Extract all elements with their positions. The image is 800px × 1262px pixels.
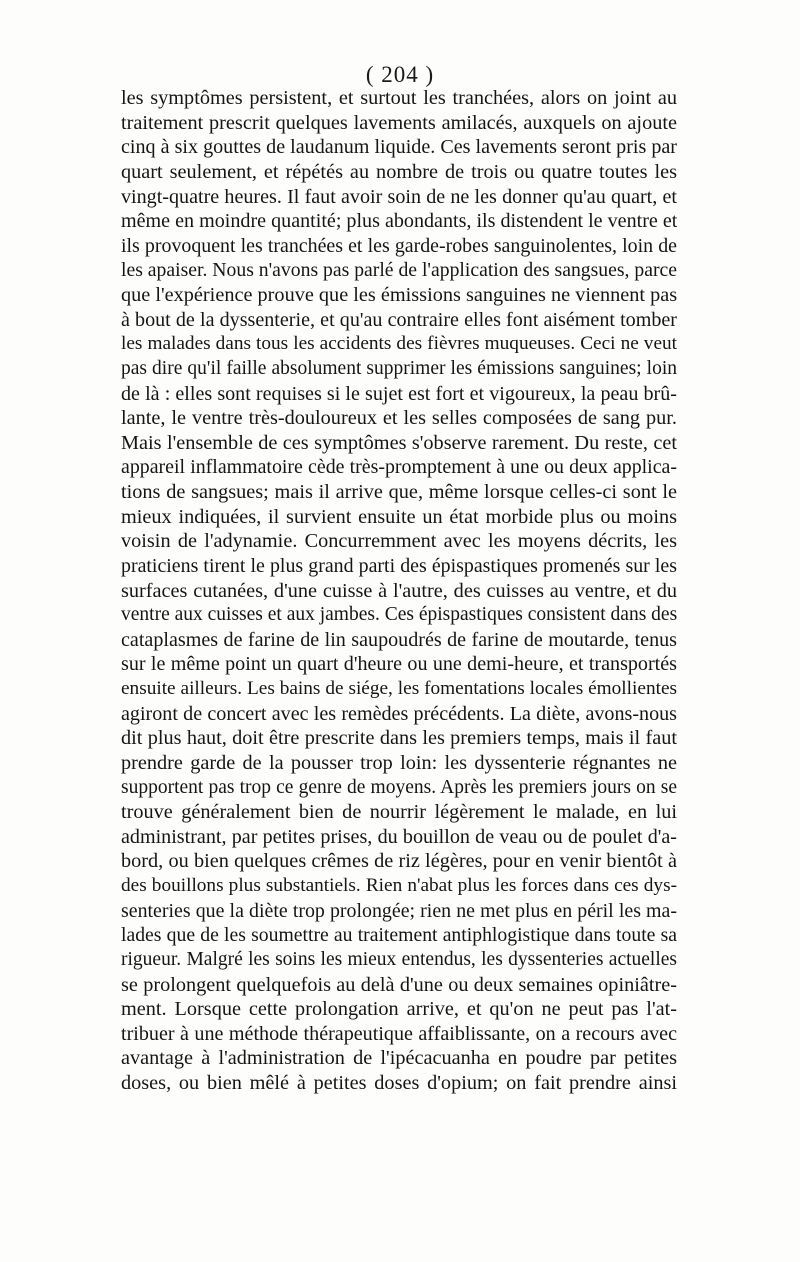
text-line: supportent pas trop ce genre de moyens. Après les premiers jours on se [121,776,677,798]
text-line: voisin de l'adynamie. Concurremment avec les moyens décrits, les [121,530,677,553]
text-line: à bout de la dyssenterie, et qu'au contraire elles font aisément tomber [121,308,677,331]
text-line: senteries que la diète trop prolongée; rien ne met plus en péril les ma- [121,899,677,922]
text-line: mieux indiquées, il survient ensuite un état morbide plus ou moins [121,505,677,528]
text-line: ventre aux cuisses et aux jambes. Ces épispastiques consistent dans des [121,604,677,626]
text-line: quart seulement, et répétés au nombre de trois ou quatre toutes les [121,160,677,183]
text-line: bord, ou bien quelques crêmes de riz légères, pour en venir bientôt à [121,850,677,873]
text-line: trouve généralement bien de nourrir légèrement le malade, en lui [121,801,677,824]
text-line: tribuer à une méthode thérapeutique affaiblissante, on a recours avec [121,1022,677,1045]
text-line: de là : elles sont requises si le sujet est fort et vigoureux, la peau brû- [121,382,677,405]
text-line: traitement prescrit quelques lavements amilacés, auxquels on ajoute [121,111,677,134]
text-line: appareil inflammatoire cède très-promptement à une ou deux applica- [121,456,677,479]
text-line: même en moindre quantité; plus abondants, ils distendent le ventre et [121,210,677,233]
text-line: Mais l'ensemble de ces symptômes s'observe rarement. Du reste, cet [121,431,677,454]
text-line: prendre garde de la pousser trop loin: les dyssenterie régnantes ne [121,751,677,774]
text-line: les symptômes persistent, et surtout les tranchées, alors on joint au [121,87,677,109]
text-line: surfaces cutanées, d'une cuisse à l'autre, des cuisses au ventre, et du [121,579,677,602]
text-line: administrant, par petites prises, du bouillon de veau ou de poulet d'a- [121,825,677,848]
text-line: que l'expérience prouve que les émissions sanguines ne viennent pas [121,284,677,306]
text-line: ment. Lorsque cette prolongation arrive, et qu'on ne peut pas l'at- [121,998,677,1021]
text-line: les apaiser. Nous n'avons pas parlé de l'application des sangsues, parce [121,259,677,282]
text-line: agiront de concert avec les remèdes précédents. La diète, avons-nous [121,702,677,725]
text-line: pas dire qu'il faille absolument supprimer les émissions sanguines; loin [121,357,677,379]
text-line: ils provoquent les tranchées et les garde-robes sanguinolentes, loin de [121,234,677,257]
text-line: avantage à l'administration de l'ipécacuanha en poudre par petites [121,1047,677,1070]
text-line: praticiens tirent le plus grand parti des épispastiques promenés sur les [121,554,677,577]
text-line: cinq à six gouttes de laudanum liquide. Ces lavements seront pris par [121,136,677,159]
text-line: vingt-quatre heures. Il faut avoir soin de ne les donner qu'au quart, et [121,185,677,208]
text-line: des bouillons plus substantiels. Rien n'abat plus les forces dans ces dys- [121,875,677,896]
body-text [121,86,677,1096]
text-line: rigueur. Malgré les soins les mieux entendus, les dyssenteries actuelles [121,948,677,970]
text-line: se prolongent quelquefois au delà d'une ou deux semaines opiniâtre- [121,973,677,996]
page-number: ( 204 ) [365,62,435,87]
text-line: les malades dans tous les accidents des fièvres muqueuses. Ceci ne veut [121,333,677,355]
text-line: cataplasmes de farine de lin saupoudrés de farine de moutarde, tenus [121,628,677,651]
text-line: sur le même point un quart d'heure ou une demi-heure, et transportés [121,653,677,676]
text-line: ensuite ailleurs. Les bains de siége, les fomentations locales émollientes [121,678,677,699]
text-line: lades que de les soumettre au traitement antiphlogistique dans toute sa [121,924,677,947]
text-line: dit plus haut, doit être prescrite dans les premiers temps, mais il faut [121,727,677,750]
text-line: doses, ou bien mêlé à petites doses d'opium; on fait prendre ainsi [121,1072,677,1094]
text-line: lante, le ventre très-douloureux et les selles composées de sang pur. [121,407,677,430]
text-line: tions de sangsues; mais il arrive que, même lorsque celles-ci sont le [121,481,677,503]
